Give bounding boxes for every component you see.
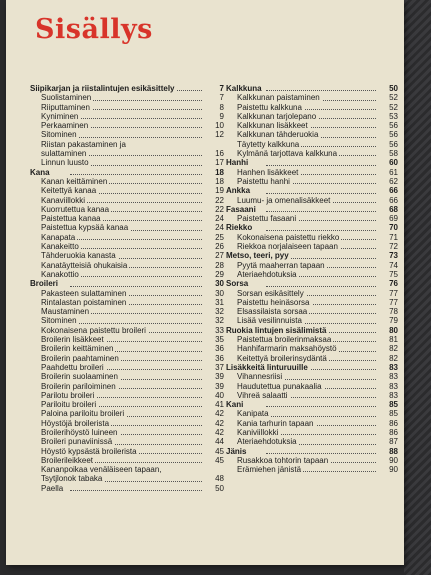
toc-page-number: 17 [215, 158, 224, 168]
toc-entry-title: Kana [30, 167, 50, 177]
toc-entry [30, 233, 224, 242]
toc-entry [226, 177, 398, 186]
toc-page-number: 85 [389, 409, 398, 419]
toc-page-number: 86 [389, 427, 398, 437]
toc-entry [30, 251, 224, 260]
toc-entry [226, 354, 398, 363]
toc-page-number: 75 [389, 269, 398, 279]
toc-entry [30, 400, 224, 409]
toc-page-number: 29 [215, 269, 224, 279]
toc-entry [30, 270, 224, 279]
toc-entry-title: Perkaaminen [41, 121, 89, 131]
toc-entry [30, 344, 224, 353]
toc-page-number: 10 [215, 121, 224, 131]
toc-entry-title: Sorsan esikäsittely [237, 288, 304, 298]
toc-entry [30, 242, 224, 251]
toc-entry-title: Maustaminen [41, 307, 90, 317]
toc-page-number: 88 [389, 446, 398, 456]
toc-entry-title: Metso, teeri, pyy [226, 251, 289, 261]
toc-entry-title: Sorsa [226, 279, 249, 289]
toc-entry [226, 196, 398, 205]
toc-page-number: 22 [215, 204, 224, 214]
toc-page-number: 71 [389, 232, 398, 242]
toc-page-number: 24 [215, 214, 224, 224]
toc-entry-title: Kalkkunan tarjolepano [237, 111, 317, 121]
toc-page-number: 73 [389, 251, 398, 261]
toc-page-number: 9 [219, 111, 224, 121]
toc-entry-title: Paistettua kanaa [41, 214, 101, 224]
toc-entry [30, 409, 224, 418]
toc-section-heading [226, 363, 398, 372]
toc-page-number: 56 [389, 130, 398, 140]
toc-page-number: 30 [215, 279, 224, 289]
toc-entry-title: Suolistaminen [41, 93, 92, 103]
toc-entry [30, 177, 224, 186]
toc-page-number: 83 [389, 390, 398, 400]
toc-entry-title: Keitettyä broilerinsydäntä [237, 353, 327, 363]
toc-page-number: 81 [389, 335, 398, 345]
toc-entry-title: Broilerileikkeet [41, 455, 94, 465]
toc-page-number: 12 [215, 130, 224, 140]
toc-page-number: 53 [389, 111, 398, 121]
toc-section-heading [226, 447, 398, 456]
toc-entry-title: Kanakeitto [41, 242, 79, 252]
toc-page-number: 30 [215, 288, 224, 298]
toc-entry [226, 372, 398, 381]
toc-section-heading [226, 326, 398, 335]
toc-entry [30, 103, 224, 112]
toc-entry-title: Broilerin paahtaminen [41, 353, 119, 363]
toc-page-number: 69 [389, 214, 398, 224]
toc-entry [30, 93, 224, 102]
toc-entry [226, 130, 398, 139]
toc-entry-title: Höystöjä broilerista [41, 418, 110, 428]
toc-entry [30, 186, 224, 195]
toc-page-number: 28 [215, 260, 224, 270]
toc-entry-title: Siipikarjan ja riistalintujen esikäsittely [30, 84, 175, 93]
toc-entry-title: Pyytä maaherran tapaan [237, 260, 325, 270]
toc-entry [226, 140, 398, 149]
toc-page-number: 26 [215, 242, 224, 252]
toc-entry [226, 112, 398, 121]
toc-entry-title: Kanan keittäminen [41, 176, 108, 186]
toc-page-number: 83 [389, 362, 398, 372]
toc-entry [30, 298, 224, 307]
toc-entry [226, 149, 398, 158]
toc-entry-title: Ankka [226, 186, 251, 196]
toc-page-number: 87 [389, 437, 398, 447]
toc-page-number: 22 [215, 195, 224, 205]
toc-entry-title: Linnun luusto [41, 158, 89, 168]
toc-entry [226, 261, 398, 270]
toc-entry-title: Kokonaisena paistettu broileri [41, 325, 146, 335]
toc-entry-title: Fasaani [226, 204, 256, 214]
toc-page-number: 8 [219, 102, 224, 112]
toc-entry-title: Paistettu heinäsorsa [237, 297, 310, 307]
toc-entry-title: Pakasteen sulattaminen [41, 288, 127, 298]
toc-page-number: 7 [219, 84, 224, 93]
toc-entry [30, 223, 224, 232]
toc-page-number: 25 [215, 232, 224, 242]
toc-entry-title: Kanakottio [41, 269, 79, 279]
toc-page-number: 90 [389, 455, 398, 465]
toc-page-number: 45 [215, 455, 224, 465]
toc-entry [226, 270, 398, 279]
toc-page-number: 48 [215, 474, 224, 484]
toc-entry [226, 168, 398, 177]
toc-entry [30, 354, 224, 363]
toc-entry-title: Vihannesriisi [237, 372, 283, 382]
toc-page-number: 58 [389, 149, 398, 159]
toc-section-heading [30, 84, 224, 93]
toc-entry-title: Kananpoikaa venäläiseen tapaan, [41, 465, 162, 475]
toc-page-number: 40 [215, 390, 224, 400]
toc-entry-title: Kanipata [237, 409, 269, 419]
toc-entry-title: Ateriaehdotuksia [237, 269, 297, 279]
toc-entry-title: Haudutettua punakaalia [237, 381, 322, 391]
toc-entry-title: Broilerin pariloiminen [41, 381, 116, 391]
toc-entry-title: Paloina pariloitu broileri [41, 409, 125, 419]
toc-entry-title: Paistettu hanhi [237, 176, 290, 186]
toc-entry-title: Broilerin lisäkkeet [41, 335, 104, 345]
toc-page-number: 36 [215, 353, 224, 363]
toc-page-number: 16 [215, 149, 224, 159]
toc-page-number: 82 [389, 344, 398, 354]
toc-page-number: 42 [215, 418, 224, 428]
toc-entry [30, 289, 224, 298]
toc-entry [30, 456, 224, 465]
toc-page-number: 74 [389, 260, 398, 270]
toc-page-number: 72 [389, 242, 398, 252]
toc-entry-title: Kalkkunan tähderuokia [237, 130, 319, 140]
toc-section-heading [226, 186, 398, 195]
toc-entry [226, 437, 398, 446]
toc-entry-title: Kaniviillokki [237, 427, 279, 437]
toc-entry [30, 335, 224, 344]
toc-page-number: 77 [389, 297, 398, 307]
toc-page-number: 27 [215, 251, 224, 261]
toc-section-heading [226, 251, 398, 260]
toc-entry-title: Broilerin keittäminen [41, 344, 114, 354]
toc-entry-title: Broilerin suolaaminen [41, 372, 118, 382]
toc-entry [226, 344, 398, 353]
toc-page-number: 79 [389, 316, 398, 326]
toc-entry-title: Paahdettu broileri [41, 362, 104, 372]
toc-entry [30, 437, 224, 446]
toc-page-number: 44 [215, 437, 224, 447]
toc-right-column [226, 84, 398, 474]
toc-entry [226, 93, 398, 102]
toc-entry-title: Rusakkoa tohtorin tapaan [237, 455, 329, 465]
toc-page-number: 37 [215, 362, 224, 372]
toc-entry [226, 242, 398, 251]
toc-page-number: 52 [389, 93, 398, 103]
toc-entry [226, 391, 398, 400]
toc-entry-title: Sitominen [41, 130, 77, 140]
toc-entry-title: Hanhifarmarin maksahöystö [237, 344, 337, 354]
page-title: Sisällys [35, 14, 153, 45]
toc-page-number: 80 [389, 325, 398, 335]
toc-page-number: 62 [389, 176, 398, 186]
toc-entry-title: Broilerihöystö luineen [41, 427, 118, 437]
toc-entry [30, 130, 224, 139]
toc-page-number: 66 [389, 186, 398, 196]
toc-page-number: 18 [215, 176, 224, 186]
toc-page-number: 32 [215, 307, 224, 317]
toc-page-number: 52 [389, 102, 398, 112]
toc-entry-title: Tsytjlonok tabaka [41, 474, 103, 484]
toc-page-number: 50 [215, 483, 224, 493]
toc-section-heading [226, 205, 398, 214]
toc-entry [30, 363, 224, 372]
toc-entry-title: Erämiehen jänistä [237, 465, 302, 475]
toc-entry-title: Elsassilaista sorsaa [237, 307, 308, 317]
toc-page-number: 50 [389, 84, 398, 93]
toc-entry-title: Lisäkkeitä linturuuille [226, 362, 308, 372]
toc-entry-title: Vihreä salaatti [237, 390, 288, 400]
toc-page-number: 77 [389, 288, 398, 298]
toc-entry [226, 289, 398, 298]
toc-page-number: 56 [389, 139, 398, 149]
toc-entry [30, 196, 224, 205]
toc-page-number: 31 [215, 297, 224, 307]
toc-page-number: 32 [215, 316, 224, 326]
toc-entry [226, 419, 398, 428]
toc-entry [226, 409, 398, 418]
toc-entry [30, 447, 224, 456]
toc-entry-title: Paistettua kypsää kanaa [41, 223, 129, 233]
toc-section-heading [226, 279, 398, 288]
toc-entry-title: Paistettu kalkkuna [237, 102, 302, 112]
toc-entry [226, 382, 398, 391]
toc-entry-title: Broileri [30, 279, 59, 289]
toc-entry [30, 474, 224, 483]
toc-page-number: 76 [389, 279, 398, 289]
toc-page-number: 85 [389, 400, 398, 410]
toc-entry-title: Riiputtaminen [41, 102, 90, 112]
toc-entry [30, 140, 224, 149]
toc-entry-title: Paella [41, 483, 64, 493]
toc-entry-title: sulattaminen [41, 149, 87, 159]
toc-page-number: 78 [389, 307, 398, 317]
toc-page-number: 70 [389, 223, 398, 233]
toc-page-number: 68 [389, 204, 398, 214]
toc-entry-title: Lisää vesilinnuista [237, 316, 302, 326]
toc-entry-title: Hanhi [226, 158, 249, 168]
toc-entry [226, 428, 398, 437]
toc-entry-title: Jänis [226, 446, 247, 456]
toc-page-number: 66 [389, 195, 398, 205]
toc-entry-title: Kylmänä tarjottava kalkkuna [237, 149, 338, 159]
toc-entry [30, 158, 224, 167]
toc-entry-title: Riistan pakastaminen ja [41, 139, 126, 149]
toc-page-number: 42 [215, 427, 224, 437]
book-page [6, 0, 404, 565]
toc-page-number: 61 [389, 167, 398, 177]
toc-section-heading [226, 158, 398, 167]
toc-page-number: 39 [215, 381, 224, 391]
toc-page-number: 45 [215, 446, 224, 456]
toc-page-number: 7 [219, 93, 224, 103]
toc-page-number: 90 [389, 465, 398, 475]
toc-entry [30, 428, 224, 437]
toc-entry-title: Sitominen [41, 316, 77, 326]
toc-entry-title: Kalkkunan paistaminen [237, 93, 320, 103]
toc-entry [226, 298, 398, 307]
toc-page-number: 33 [215, 325, 224, 335]
toc-page-number: 36 [215, 344, 224, 354]
toc-page-number: 39 [215, 372, 224, 382]
background-edge [404, 0, 431, 575]
toc-page-number: 19 [215, 186, 224, 196]
toc-entry [30, 112, 224, 121]
toc-entry-title: Kyniminen [41, 111, 79, 121]
toc-entry [30, 326, 224, 335]
toc-entry [226, 103, 398, 112]
toc-entry [226, 335, 398, 344]
toc-entry-title: Kalkkunan lisäkkeet [237, 121, 308, 131]
toc-entry [30, 419, 224, 428]
toc-entry-title: Kania tarhurin tapaan [237, 418, 314, 428]
toc-entry-title: Parilotu broileri [41, 390, 95, 400]
toc-entry [226, 233, 398, 242]
toc-entry [226, 316, 398, 325]
toc-entry-title: Broileri punaviinissä [41, 437, 113, 447]
toc-entry [30, 205, 224, 214]
toc-entry-title: Paistettu fasaani [237, 214, 297, 224]
toc-page-number: 35 [215, 335, 224, 345]
toc-section-heading [30, 279, 224, 288]
toc-page-number: 41 [215, 400, 224, 410]
toc-entry-title: Hanhen lisäkkeet [237, 167, 299, 177]
toc-left-column [30, 84, 224, 493]
toc-entry-title: Ruokia lintujen sisälimistä [226, 325, 327, 335]
toc-entry-title: Luumu- ja omenalisäkkeet [237, 195, 331, 205]
toc-entry [226, 456, 398, 465]
toc-entry-title: Kanatäytteisiä ohukaisia [41, 260, 128, 270]
toc-entry-title: Ateriaehdotuksia [237, 437, 297, 447]
toc-entry [30, 149, 224, 158]
toc-entry-title: Kuorrutettua kanaa [41, 204, 110, 214]
toc-entry [30, 484, 224, 493]
toc-entry-title: Kanaviillokki [41, 195, 86, 205]
toc-entry-title: Täytetty kalkkuna [237, 139, 300, 149]
toc-entry-title: Tähderuokia kanasta [41, 251, 116, 261]
toc-page-number: 24 [215, 223, 224, 233]
toc-entry-title: Paistettua broilerinmaksaa [237, 335, 332, 345]
toc-entry [30, 382, 224, 391]
toc-page-number: 60 [389, 158, 398, 168]
toc-page-number: 86 [389, 418, 398, 428]
toc-page-number: 82 [389, 353, 398, 363]
toc-entry [30, 316, 224, 325]
toc-page-number: 56 [389, 121, 398, 131]
toc-section-heading [30, 168, 224, 177]
toc-entry-title: Höystö kypsästä broilerista [41, 446, 137, 456]
toc-entry-title: Riekkoa norjalaiseen tapaan [237, 242, 338, 252]
toc-entry-title: Keitettyä kanaa [41, 186, 97, 196]
toc-entry [226, 465, 398, 474]
toc-entry-title: Kokonaisena paistettu riekko [237, 232, 340, 242]
toc-entry-title: Pariloitu broileri [41, 400, 97, 410]
toc-entry [30, 391, 224, 400]
toc-entry-title: Kani [226, 400, 244, 410]
toc-page-number: 18 [215, 167, 224, 177]
toc-entry [30, 372, 224, 381]
toc-page-number: 42 [215, 409, 224, 419]
toc-entry-title: Rintalastan poistaminen [41, 297, 127, 307]
toc-entry-title: Kalkkuna [226, 84, 262, 93]
toc-section-heading [226, 84, 398, 93]
toc-entry-title: Kanapata [41, 232, 76, 242]
toc-section-heading [226, 400, 398, 409]
toc-page-number: 83 [389, 381, 398, 391]
toc-page-number: 83 [389, 372, 398, 382]
toc-entry [30, 261, 224, 270]
toc-section-heading [226, 223, 398, 232]
toc-entry-title: Riekko [226, 223, 253, 233]
